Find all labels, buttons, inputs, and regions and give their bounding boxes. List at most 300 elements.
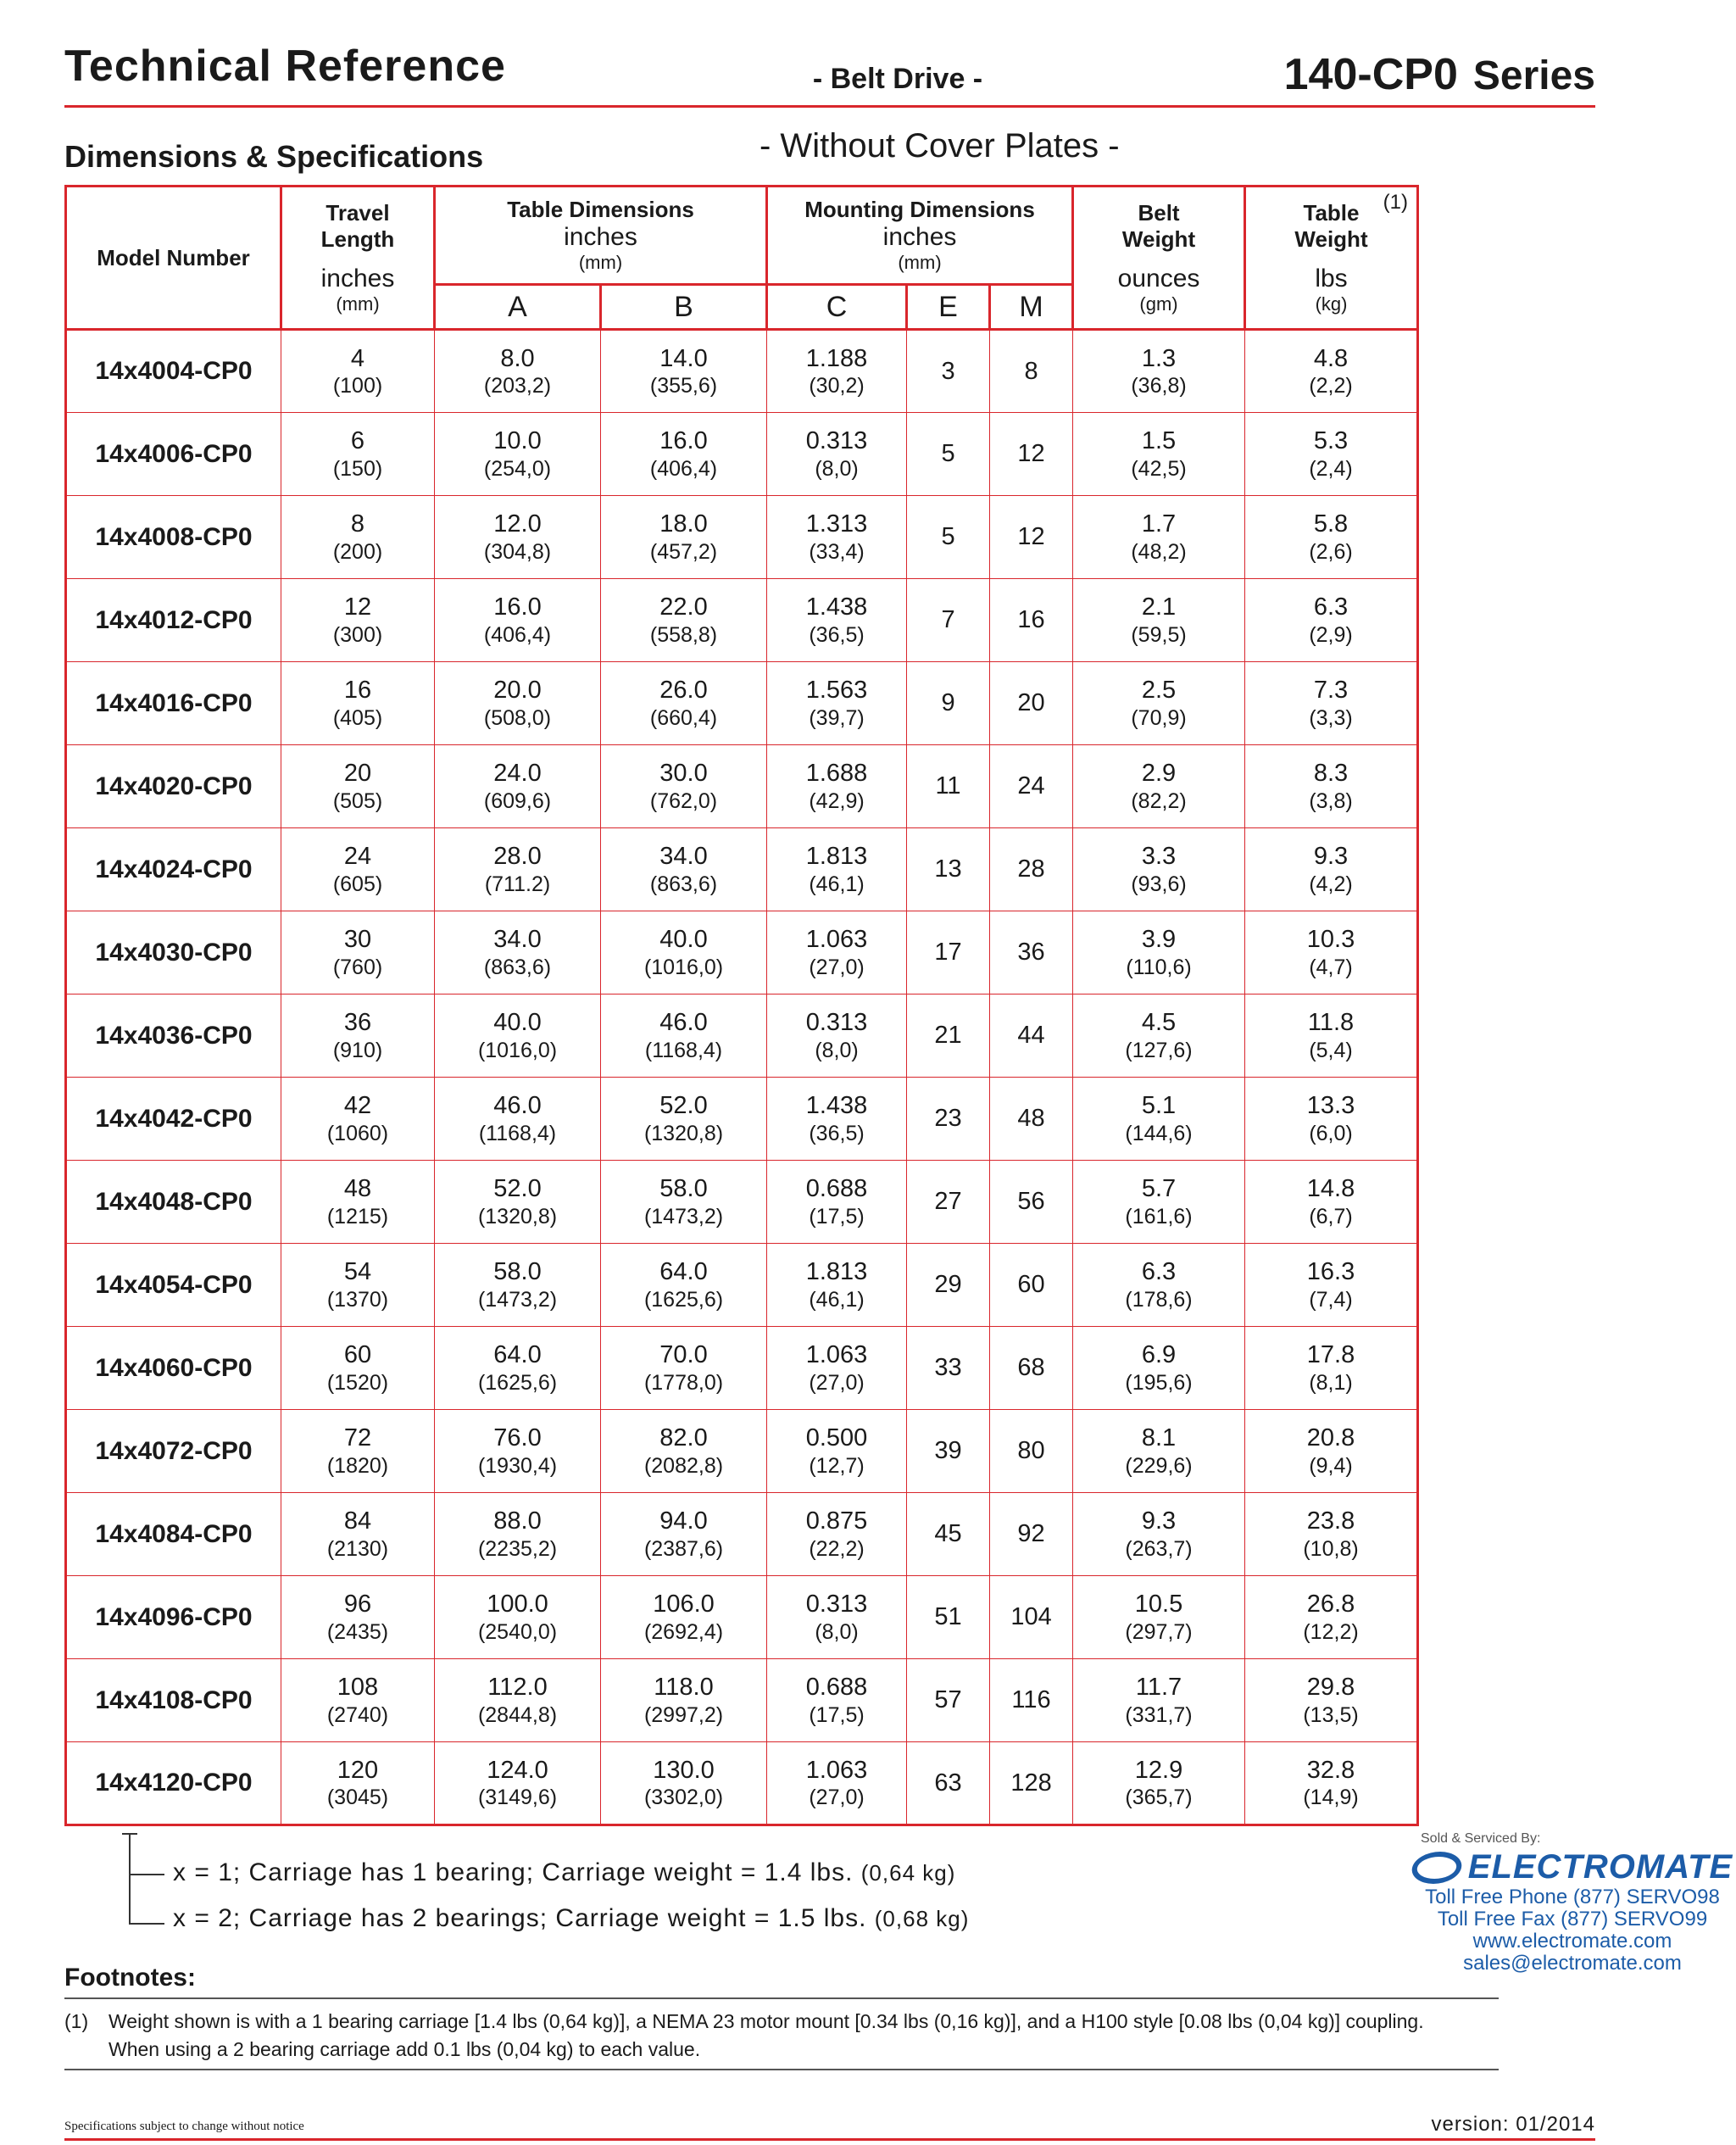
dim-b-cell-metric: (1473,2) bbox=[643, 1204, 724, 1228]
belt-weight-cell-metric: (127,6) bbox=[1125, 1038, 1193, 1062]
model-cell: 14x4008-CP0 bbox=[66, 496, 281, 579]
header-col-c: C bbox=[767, 285, 907, 330]
belt-weight-cell bbox=[1073, 1161, 1245, 1244]
dim-c-cell-metric: (30,2) bbox=[809, 374, 865, 398]
travel-cell-value: 8 bbox=[350, 510, 365, 538]
footer-divider bbox=[64, 2138, 1595, 2141]
table-weight-cell-value: 26.8 bbox=[1306, 1591, 1355, 1618]
dim-c-cell bbox=[767, 1327, 907, 1410]
dim-c-cell-metric: (46,1) bbox=[809, 1287, 865, 1312]
dim-b-cell-metric: (1016,0) bbox=[643, 955, 724, 979]
travel-cell bbox=[281, 1078, 435, 1161]
brand-logo bbox=[1407, 1848, 1736, 1886]
dim-c-cell-metric: (36,5) bbox=[809, 622, 865, 647]
brand-name: ELECTROMATE bbox=[1467, 1848, 1733, 1886]
belt-weight-cell-value: 2.9 bbox=[1141, 760, 1177, 788]
belt-weight-cell-metric: (93,6) bbox=[1131, 872, 1187, 896]
dim-a-cell-metric: (1320,8) bbox=[477, 1204, 558, 1228]
table-weight-cell bbox=[1245, 994, 1418, 1078]
page-subtitle: - Belt Drive - bbox=[812, 63, 983, 95]
travel-cell bbox=[281, 1493, 435, 1576]
dim-c-cell bbox=[767, 1161, 907, 1244]
dim-a-cell bbox=[435, 1410, 601, 1493]
dim-b-cell-value: 18.0 bbox=[659, 510, 708, 538]
dim-b-cell bbox=[601, 1742, 767, 1825]
dim-a-cell bbox=[435, 1078, 601, 1161]
dim-b-cell-metric: (2387,6) bbox=[643, 1536, 724, 1561]
belt-weight-cell-metric: (178,6) bbox=[1125, 1287, 1193, 1312]
belt-weight-cell-value: 6.9 bbox=[1141, 1341, 1177, 1369]
table-row bbox=[66, 1410, 1418, 1493]
dim-b-cell-metric: (2082,8) bbox=[643, 1453, 724, 1478]
model-cell: 14x4108-CP0 bbox=[66, 1659, 281, 1742]
dim-a-cell bbox=[435, 662, 601, 745]
belt-weight-cell-value: 1.3 bbox=[1141, 344, 1177, 372]
dim-m-cell: 16 bbox=[990, 579, 1073, 662]
model-cell: 14x4096-CP0 bbox=[66, 1576, 281, 1659]
dim-a-cell bbox=[435, 1742, 601, 1825]
dim-c-cell-value: 0.688 bbox=[805, 1674, 868, 1702]
dim-c-cell bbox=[767, 496, 907, 579]
dim-e-cell: 13 bbox=[907, 828, 990, 911]
table-weight-cell-metric: (9,4) bbox=[1309, 1453, 1353, 1478]
dim-a-cell-metric: (1625,6) bbox=[477, 1370, 558, 1395]
dim-a-cell-metric: (863,6) bbox=[483, 955, 552, 979]
dim-a-cell-value: 8.0 bbox=[500, 344, 535, 372]
travel-cell-metric: (1215) bbox=[326, 1204, 389, 1228]
table-row bbox=[66, 330, 1418, 413]
brand-website-link[interactable]: www.electromate.com bbox=[1472, 1930, 1672, 1953]
dim-b-cell bbox=[601, 662, 767, 745]
dim-c-cell bbox=[767, 994, 907, 1078]
dim-m-cell: 28 bbox=[990, 828, 1073, 911]
table-weight-cell-metric: (13,5) bbox=[1303, 1702, 1359, 1727]
header-travel-mm: (mm) bbox=[336, 293, 380, 315]
dim-a-cell-metric: (1168,4) bbox=[478, 1121, 557, 1145]
sold-by-label: Sold & Serviced By: bbox=[1421, 1831, 1541, 1846]
travel-cell-metric: (1370) bbox=[326, 1287, 389, 1312]
belt-weight-cell-value: 2.5 bbox=[1141, 677, 1177, 705]
header-tablew-label: Table Weight bbox=[1294, 200, 1368, 252]
x-note-1 bbox=[173, 1858, 955, 1887]
travel-cell-value: 12 bbox=[343, 593, 372, 621]
dim-a-cell-metric: (711.2) bbox=[484, 872, 551, 896]
dim-c-cell-metric: (8,0) bbox=[815, 1619, 859, 1644]
belt-weight-cell-metric: (42,5) bbox=[1131, 456, 1187, 481]
dim-c-cell bbox=[767, 1493, 907, 1576]
table-row bbox=[66, 1244, 1418, 1327]
brand-fax: Toll Free Fax (877) SERVO99 bbox=[1437, 1908, 1708, 1930]
dim-b-cell-value: 94.0 bbox=[659, 1507, 708, 1535]
dim-b-cell-value: 70.0 bbox=[659, 1341, 708, 1369]
footnotes-title: Footnotes: bbox=[64, 1964, 196, 1992]
travel-cell bbox=[281, 1327, 435, 1410]
table-weight-cell bbox=[1245, 1078, 1418, 1161]
dim-e-cell: 33 bbox=[907, 1327, 990, 1410]
belt-weight-cell-value: 1.7 bbox=[1141, 510, 1177, 538]
belt-weight-cell bbox=[1073, 1659, 1245, 1742]
header-table-dims-label: Table Dimensions bbox=[507, 197, 694, 222]
dim-a-cell-value: 24.0 bbox=[493, 760, 542, 788]
travel-cell-value: 120 bbox=[337, 1756, 379, 1784]
dim-c-cell bbox=[767, 1244, 907, 1327]
dim-a-cell bbox=[435, 1493, 601, 1576]
dim-c-cell bbox=[767, 1659, 907, 1742]
dim-c-cell-value: 1.813 bbox=[805, 1258, 868, 1286]
table-weight-cell-metric: (3,8) bbox=[1309, 788, 1353, 813]
travel-cell-metric: (1520) bbox=[326, 1370, 389, 1395]
dim-a-cell-value: 52.0 bbox=[493, 1175, 542, 1203]
dim-m-cell: 12 bbox=[990, 496, 1073, 579]
bracket-line bbox=[129, 1923, 164, 1925]
table-weight-cell-metric: (10,8) bbox=[1303, 1536, 1359, 1561]
table-row bbox=[66, 1078, 1418, 1161]
dim-b-cell-metric: (863,6) bbox=[649, 872, 718, 896]
table-weight-cell-value: 7.3 bbox=[1313, 677, 1349, 705]
belt-weight-cell bbox=[1073, 413, 1245, 496]
travel-cell-value: 36 bbox=[343, 1009, 372, 1037]
travel-cell-value: 24 bbox=[343, 843, 372, 871]
travel-cell bbox=[281, 1659, 435, 1742]
header-tablew-unit: lbs bbox=[1315, 265, 1348, 292]
dim-e-cell: 57 bbox=[907, 1659, 990, 1742]
dim-a-cell bbox=[435, 911, 601, 994]
dim-a-cell bbox=[435, 496, 601, 579]
dim-c-cell-value: 1.188 bbox=[805, 344, 868, 372]
dim-m-cell: 80 bbox=[990, 1410, 1073, 1493]
belt-weight-cell bbox=[1073, 1327, 1245, 1410]
spec-table bbox=[64, 185, 1419, 1826]
table-weight-cell-metric: (2,9) bbox=[1309, 622, 1353, 647]
table-row bbox=[66, 1576, 1418, 1659]
dim-b-cell bbox=[601, 579, 767, 662]
belt-weight-cell-metric: (297,7) bbox=[1125, 1619, 1193, 1644]
dim-a-cell-metric: (3149,6) bbox=[477, 1786, 558, 1810]
belt-weight-cell bbox=[1073, 1244, 1245, 1327]
belt-weight-cell-metric: (70,9) bbox=[1131, 705, 1187, 730]
belt-weight-cell-value: 8.1 bbox=[1141, 1424, 1177, 1452]
dim-c-cell-metric: (17,5) bbox=[809, 1204, 865, 1228]
dim-m-cell: 92 bbox=[990, 1493, 1073, 1576]
belt-weight-cell bbox=[1073, 994, 1245, 1078]
electromate-logo-icon bbox=[1409, 1852, 1465, 1884]
travel-cell-value: 6 bbox=[350, 427, 365, 455]
dim-a-cell-metric: (254,0) bbox=[483, 456, 552, 481]
travel-cell-metric: (200) bbox=[332, 539, 383, 564]
model-cell: 14x4006-CP0 bbox=[66, 413, 281, 496]
belt-weight-cell-metric: (331,7) bbox=[1125, 1702, 1193, 1727]
travel-cell-value: 60 bbox=[343, 1341, 372, 1369]
dim-c-cell-value: 0.313 bbox=[805, 1009, 868, 1037]
belt-weight-cell bbox=[1073, 662, 1245, 745]
dim-b-cell-metric: (1320,8) bbox=[643, 1121, 724, 1145]
dim-a-cell-metric: (203,2) bbox=[483, 374, 552, 398]
belt-weight-cell-value: 9.3 bbox=[1141, 1507, 1177, 1535]
table-weight-cell bbox=[1245, 1493, 1418, 1576]
dim-m-cell: 56 bbox=[990, 1161, 1073, 1244]
series-model: 140-CP0 bbox=[1283, 50, 1458, 99]
belt-weight-cell bbox=[1073, 745, 1245, 828]
dim-a-cell-metric: (1016,0) bbox=[477, 1038, 558, 1062]
dim-a-cell-metric: (508,0) bbox=[483, 705, 552, 730]
dim-c-cell-value: 0.313 bbox=[805, 1591, 868, 1618]
dim-m-cell: 104 bbox=[990, 1576, 1073, 1659]
dim-b-cell bbox=[601, 1493, 767, 1576]
model-cell: 14x4004-CP0 bbox=[66, 330, 281, 413]
dim-b-cell-value: 130.0 bbox=[653, 1756, 715, 1784]
dim-e-cell: 7 bbox=[907, 579, 990, 662]
dim-c-cell bbox=[767, 330, 907, 413]
table-weight-cell-value: 9.3 bbox=[1313, 843, 1349, 871]
dim-a-cell bbox=[435, 330, 601, 413]
dim-b-cell-value: 106.0 bbox=[653, 1591, 715, 1618]
dim-c-cell bbox=[767, 1078, 907, 1161]
table-row bbox=[66, 1742, 1418, 1825]
model-cell: 14x4024-CP0 bbox=[66, 828, 281, 911]
dim-e-cell: 23 bbox=[907, 1078, 990, 1161]
dim-e-cell: 17 bbox=[907, 911, 990, 994]
belt-weight-cell-metric: (36,8) bbox=[1131, 374, 1187, 398]
dim-c-cell-value: 0.875 bbox=[805, 1507, 868, 1535]
table-weight-cell bbox=[1245, 1161, 1418, 1244]
table-weight-cell-value: 4.8 bbox=[1313, 344, 1349, 372]
dim-b-cell bbox=[601, 1576, 767, 1659]
belt-weight-cell-metric: (144,6) bbox=[1125, 1121, 1193, 1145]
footnote-divider bbox=[64, 1997, 1499, 1999]
dim-b-cell-metric: (1168,4) bbox=[644, 1038, 723, 1062]
belt-weight-cell-metric: (110,6) bbox=[1126, 955, 1192, 979]
dim-b-cell bbox=[601, 413, 767, 496]
dim-c-cell-value: 1.438 bbox=[805, 593, 868, 621]
belt-weight-cell bbox=[1073, 911, 1245, 994]
header-belt-label: Belt Weight bbox=[1121, 200, 1196, 252]
dim-b-cell-metric: (2997,2) bbox=[643, 1702, 724, 1727]
dim-c-cell-metric: (36,5) bbox=[809, 1121, 865, 1145]
travel-cell bbox=[281, 579, 435, 662]
dim-b-cell-metric: (406,4) bbox=[649, 456, 718, 481]
header-col-e: E bbox=[907, 285, 990, 330]
model-cell: 14x4120-CP0 bbox=[66, 1742, 281, 1825]
table-weight-cell-value: 13.3 bbox=[1306, 1092, 1355, 1120]
table-weight-cell-value: 23.8 bbox=[1306, 1507, 1355, 1535]
dim-b-cell bbox=[601, 745, 767, 828]
table-weight-cell-metric: (2,4) bbox=[1309, 456, 1353, 481]
dim-b-cell-metric: (2692,4) bbox=[643, 1619, 724, 1644]
table-weight-cell-metric: (2,2) bbox=[1309, 374, 1353, 398]
dim-b-cell-metric: (660,4) bbox=[649, 705, 718, 730]
dim-e-cell: 21 bbox=[907, 994, 990, 1078]
travel-cell-metric: (100) bbox=[332, 374, 383, 398]
dim-b-cell-metric: (3302,0) bbox=[643, 1786, 724, 1810]
belt-weight-cell-value: 3.9 bbox=[1141, 926, 1177, 954]
dim-b-cell-metric: (355,6) bbox=[649, 374, 718, 398]
travel-cell-metric: (150) bbox=[332, 456, 383, 481]
footnote-line: Weight shown is with a 1 bearing carriage [1.4 lbs (0,64 kg)], a NEMA 23 motor mount [0.34 lbs (0,16 kg)], and a H100 style [0.08 lbs (0,04 kg)] coupling. bbox=[108, 2010, 1424, 2032]
travel-cell bbox=[281, 1742, 435, 1825]
x-note-kg: (0,68 kg) bbox=[874, 1906, 970, 1931]
dim-e-cell: 63 bbox=[907, 1742, 990, 1825]
header-belt-weight bbox=[1073, 187, 1245, 330]
dim-b-cell bbox=[601, 1410, 767, 1493]
brand-email-link[interactable]: sales@electromate.com bbox=[1463, 1952, 1682, 1975]
dim-m-cell: 116 bbox=[990, 1659, 1073, 1742]
dim-b-cell-value: 34.0 bbox=[659, 843, 708, 871]
travel-cell-metric: (3045) bbox=[326, 1786, 389, 1810]
travel-cell-value: 84 bbox=[343, 1507, 372, 1535]
belt-weight-cell bbox=[1073, 1742, 1245, 1825]
model-cell: 14x4054-CP0 bbox=[66, 1244, 281, 1327]
dim-c-cell-value: 1.063 bbox=[805, 926, 868, 954]
dim-b-cell bbox=[601, 1244, 767, 1327]
travel-cell-value: 72 bbox=[343, 1424, 372, 1452]
dim-m-cell: 20 bbox=[990, 662, 1073, 745]
belt-weight-cell-value: 11.7 bbox=[1135, 1674, 1182, 1702]
dim-a-cell-value: 20.0 bbox=[493, 677, 542, 705]
header-tablew-mm: (kg) bbox=[1315, 293, 1348, 315]
dim-b-cell-value: 46.0 bbox=[659, 1009, 708, 1037]
table-weight-cell-metric: (6,7) bbox=[1309, 1204, 1353, 1228]
dim-c-cell bbox=[767, 662, 907, 745]
dim-b-cell-value: 58.0 bbox=[659, 1175, 708, 1203]
table-weight-cell-value: 6.3 bbox=[1313, 593, 1349, 621]
travel-cell-metric: (2435) bbox=[326, 1619, 389, 1644]
dim-b-cell-value: 26.0 bbox=[659, 677, 708, 705]
dim-b-cell bbox=[601, 1078, 767, 1161]
header-col-a: A bbox=[435, 285, 601, 330]
dim-b-cell-value: 118.0 bbox=[654, 1674, 714, 1702]
dim-b-cell-value: 52.0 bbox=[659, 1092, 708, 1120]
dim-c-cell-metric: (8,0) bbox=[815, 456, 859, 481]
table-row bbox=[66, 994, 1418, 1078]
table-weight-cell bbox=[1245, 911, 1418, 994]
travel-cell-metric: (910) bbox=[332, 1038, 383, 1062]
table-weight-cell bbox=[1245, 496, 1418, 579]
dim-a-cell bbox=[435, 994, 601, 1078]
disclaimer: Specifications subject to change without notice bbox=[64, 2120, 304, 2133]
footnote-number: (1) bbox=[64, 2010, 89, 2032]
dim-a-cell bbox=[435, 1161, 601, 1244]
table-weight-cell-metric: (3,3) bbox=[1309, 705, 1353, 730]
table-weight-cell-metric: (4,7) bbox=[1309, 955, 1353, 979]
travel-cell-metric: (605) bbox=[332, 872, 383, 896]
dim-m-cell: 128 bbox=[990, 1742, 1073, 1825]
dim-a-cell-metric: (406,4) bbox=[483, 622, 552, 647]
model-cell: 14x4016-CP0 bbox=[66, 662, 281, 745]
bracket-line bbox=[129, 1833, 131, 1925]
dim-a-cell bbox=[435, 579, 601, 662]
belt-weight-cell bbox=[1073, 330, 1245, 413]
belt-weight-cell-value: 5.7 bbox=[1141, 1175, 1177, 1203]
dim-m-cell: 8 bbox=[990, 330, 1073, 413]
dim-a-cell-value: 46.0 bbox=[493, 1092, 542, 1120]
dim-b-cell-metric: (762,0) bbox=[649, 788, 718, 813]
dim-m-cell: 24 bbox=[990, 745, 1073, 828]
travel-cell-value: 96 bbox=[343, 1591, 372, 1618]
dim-c-cell bbox=[767, 579, 907, 662]
dim-c-cell-value: 1.063 bbox=[805, 1341, 868, 1369]
version-label: version: 01/2014 bbox=[1431, 2113, 1595, 2136]
dim-c-cell-metric: (33,4) bbox=[809, 539, 865, 564]
travel-cell-metric: (505) bbox=[332, 788, 383, 813]
belt-weight-cell-metric: (48,2) bbox=[1131, 539, 1187, 564]
header-table-dims bbox=[435, 187, 767, 285]
table-weight-cell-value: 20.8 bbox=[1306, 1424, 1355, 1452]
dim-c-cell bbox=[767, 828, 907, 911]
table-row bbox=[66, 413, 1418, 496]
belt-weight-cell-metric: (59,5) bbox=[1131, 622, 1187, 647]
travel-cell bbox=[281, 496, 435, 579]
dim-m-cell: 60 bbox=[990, 1244, 1073, 1327]
model-cell: 14x4072-CP0 bbox=[66, 1410, 281, 1493]
header-mounting-unit: inches bbox=[882, 223, 957, 251]
dim-c-cell-metric: (46,1) bbox=[809, 872, 865, 896]
table-weight-cell bbox=[1245, 662, 1418, 745]
travel-cell bbox=[281, 330, 435, 413]
travel-cell-value: 30 bbox=[343, 926, 372, 954]
dim-a-cell bbox=[435, 828, 601, 911]
dim-e-cell: 39 bbox=[907, 1410, 990, 1493]
dim-c-cell bbox=[767, 1410, 907, 1493]
dim-a-cell bbox=[435, 1327, 601, 1410]
table-weight-cell-value: 8.3 bbox=[1313, 760, 1349, 788]
table-weight-cell-metric: (2,6) bbox=[1309, 539, 1353, 564]
travel-cell bbox=[281, 413, 435, 496]
dim-c-cell-value: 1.563 bbox=[805, 677, 868, 705]
dim-a-cell-metric: (1930,4) bbox=[477, 1453, 558, 1478]
travel-cell-value: 20 bbox=[343, 760, 372, 788]
footnote-divider bbox=[64, 2069, 1499, 2070]
dim-m-cell: 36 bbox=[990, 911, 1073, 994]
dim-e-cell: 51 bbox=[907, 1576, 990, 1659]
model-cell: 14x4048-CP0 bbox=[66, 1161, 281, 1244]
table-row bbox=[66, 1493, 1418, 1576]
table-weight-cell bbox=[1245, 828, 1418, 911]
dim-b-cell-value: 82.0 bbox=[659, 1424, 708, 1452]
dim-a-cell-value: 88.0 bbox=[493, 1507, 542, 1535]
dim-c-cell bbox=[767, 1576, 907, 1659]
belt-weight-cell-metric: (82,2) bbox=[1131, 788, 1187, 813]
table-weight-cell-value: 17.8 bbox=[1306, 1341, 1355, 1369]
table-weight-cell bbox=[1245, 1659, 1418, 1742]
dim-a-cell-value: 10.0 bbox=[493, 427, 542, 455]
dim-b-cell bbox=[601, 1161, 767, 1244]
dim-e-cell: 11 bbox=[907, 745, 990, 828]
belt-weight-cell-value: 12.9 bbox=[1134, 1756, 1183, 1784]
model-cell: 14x4030-CP0 bbox=[66, 911, 281, 994]
table-weight-cell-metric: (12,2) bbox=[1303, 1619, 1359, 1644]
travel-cell bbox=[281, 911, 435, 994]
belt-weight-cell-value: 5.1 bbox=[1141, 1092, 1177, 1120]
model-cell: 14x4042-CP0 bbox=[66, 1078, 281, 1161]
dim-b-cell bbox=[601, 330, 767, 413]
header-mounting-mm: (mm) bbox=[898, 252, 942, 273]
series-word: Series bbox=[1472, 53, 1595, 98]
belt-weight-cell-metric: (263,7) bbox=[1125, 1536, 1193, 1561]
table-weight-cell-value: 29.8 bbox=[1306, 1674, 1355, 1702]
dim-b-cell-value: 30.0 bbox=[659, 760, 708, 788]
dim-c-cell-value: 0.688 bbox=[805, 1175, 868, 1203]
travel-cell-value: 54 bbox=[343, 1258, 372, 1286]
dim-e-cell: 9 bbox=[907, 662, 990, 745]
table-weight-cell-value: 5.3 bbox=[1313, 427, 1349, 455]
travel-cell-value: 108 bbox=[337, 1674, 379, 1702]
travel-cell bbox=[281, 994, 435, 1078]
dim-a-cell-value: 16.0 bbox=[493, 593, 542, 621]
dim-a-cell-value: 12.0 bbox=[493, 510, 542, 538]
dim-a-cell-value: 64.0 bbox=[493, 1341, 542, 1369]
table-weight-cell-metric: (7,4) bbox=[1309, 1287, 1353, 1312]
bracket-line bbox=[129, 1874, 164, 1875]
